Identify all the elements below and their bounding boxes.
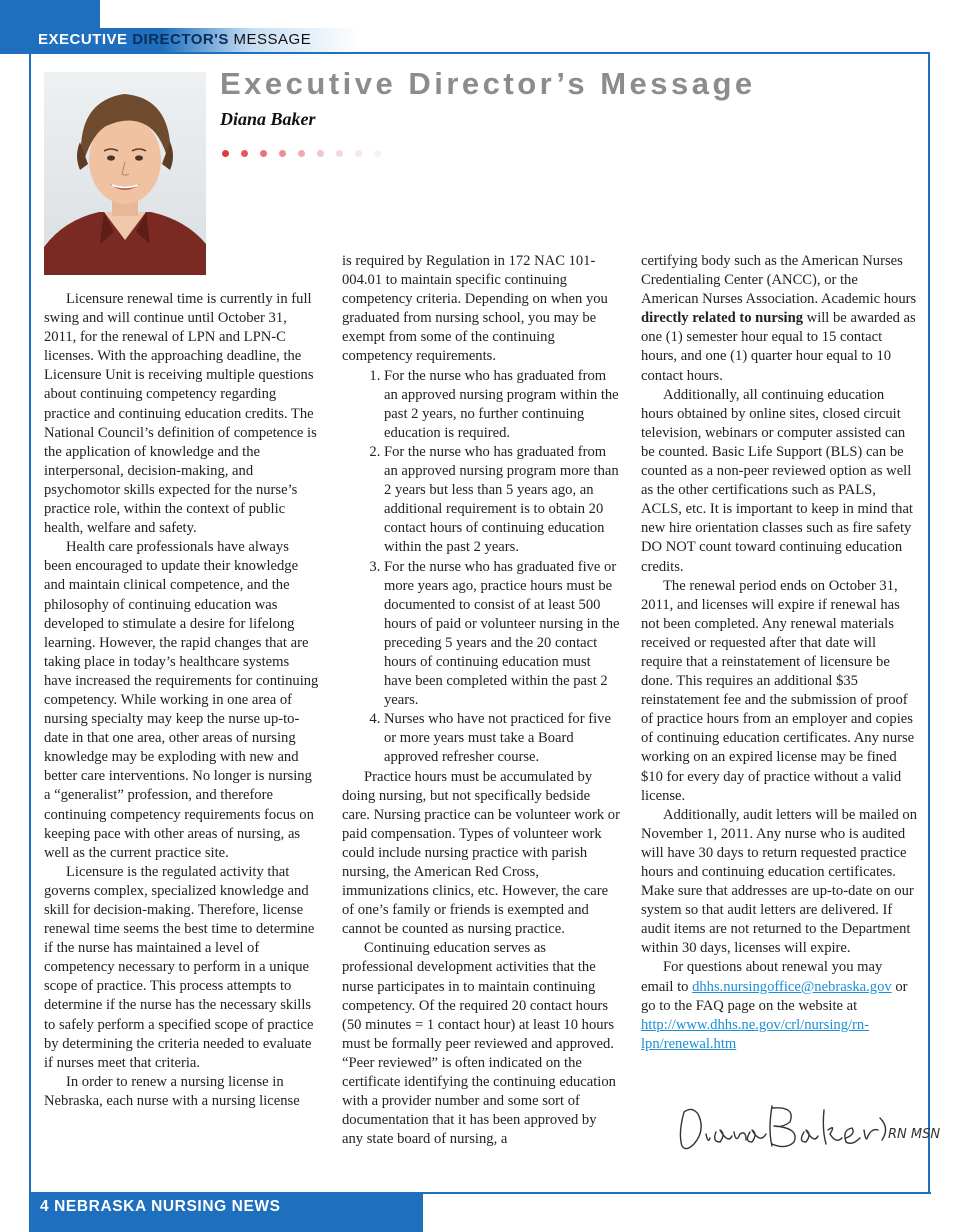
section-header: [38, 31, 311, 48]
decorative-dot: [355, 150, 362, 157]
signature: [676, 1100, 941, 1165]
paragraph: is required by Regulation in 172 NAC 101-004.01 to maintain specific continuing competency criteria. Depending on when you graduated from nursing school, you may be exempt from some of the continuing competency requirements.: [342, 253, 608, 365]
author-portrait-image: [44, 72, 206, 275]
paragraph: Licensure renewal time is currently in full swing and will continue until October 31, 2011, for the renewal of LPN and LPN-C licenses. With the approaching deadline, the Licensure Unit is receiving multiple questions about continuing competency regarding practice and continuing education credits. The National Council’s definition of competence is the application of knowledge and the interpersonal, decision-making, and psychomotor skills expected for the nurse’s practice role, within the context of public health, welfare and safety.: [44, 291, 317, 537]
decorative-dot: [317, 150, 324, 157]
decorative-dot: [374, 150, 381, 157]
footer-page-label: 4 NEBRASKA NURSING NEWS: [40, 1198, 281, 1215]
section-header-word-1: EXECUTIVE: [38, 31, 128, 48]
paragraph-text: For questions about renewal you may email to: [641, 959, 883, 995]
decorative-dot: [336, 150, 343, 157]
section-header-word-3: MESSAGE: [233, 31, 312, 48]
paragraph: In order to renew a nursing license in Nebraska, each nurse with a nursing license: [44, 1073, 300, 1109]
paragraph: Additionally, all continuing education hours obtained by online sites, closed circuit television, webinars or computer assisted can be counted. Basic Life Support (BLS) can be counted as a non-peer reviewed option as well as the other certifications such as PALS, ACLS, etc. It is important to keep in mind that new hire orientation classes such as fire safety DO NOT count toward continuing education credits.: [641, 386, 913, 575]
list-item: 2. For the nurse who has graduated from an approved nursing program more than 2 years but less than 5 years ago, an additional requirement is to obtain 20 contact hours of continuing education within the past 2 years.: [384, 443, 620, 558]
decorative-dot: [260, 150, 267, 157]
emphasis-text: directly related to nursing: [641, 310, 804, 327]
column-3: [641, 252, 917, 1054]
decorative-dot: [298, 150, 305, 157]
paragraph: Licensure is the regulated activity that governs complex, specialized knowledge and skill for decision-making. Therefore, license renewal time seems the best time to determine if the nurse has maintained a level of competency necessary to perform in a unique scope of practice. This process attempts to determine if the nurse has the necessary skills to safely perform a specified scope of practice by determining the criteria needed to evaluate if nurses meet that criteria.: [44, 863, 315, 1071]
article-author: Diana Baker: [220, 109, 316, 129]
column-1: [44, 290, 319, 1111]
paragraph: [641, 958, 917, 1053]
list-item: 1. For the nurse who has graduated from an approved nursing program within the past 2 years, no further continuing education is required.: [384, 367, 620, 443]
list-item: 4. Nurses who have not practiced for five or more years must take a Board approved refresher course.: [384, 710, 620, 767]
paragraph-text: certifying body such as the American Nurses Credentialing Center (ANCC), or the American Nurses Association. Academic hours: [641, 253, 917, 308]
paragraph: Continuing education serves as professional development activities that the nurse participates in to maintain continuing competency. Of the required 20 contact hours (50 minutes = 1 contact hour) at least 10 hours must be formally peer reviewed and approved. “Peer reviewed” is often indicated on the certificate identifying the continuing education with a provider number and some sort of documentation that it has been approved by any state board of nursing, a: [342, 940, 616, 1148]
paragraph: [641, 252, 917, 386]
section-header-word-2: DIRECTOR'S: [132, 31, 229, 48]
handwritten-signature: [676, 1100, 941, 1160]
signature-credentials: RN MSN: [888, 1127, 941, 1142]
column-2: [342, 252, 620, 1149]
paragraph-text: will be awarded as one (1) semester hour equal to 15 contact hours, and one (1) quarter hour equal to 10 contact hours.: [641, 310, 916, 384]
list-item: 3. For the nurse who has graduated five or more years ago, practice hours must be documented to consist of at least 500 hours of paid or volunteer nursing in the preceding 5 years and the 20 contact hours of continuing education must have been completed within the past 2 years.: [384, 558, 620, 711]
paragraph: Additionally, audit letters will be mailed on November 1, 2011. Any nurse who is audited will have 30 days to return requested practice hours and continuing education certificates. Make sure that addresses are up-to-date on our system so that audit letters are delivered. If audit items are not returned to the Department within 30 days, licenses will expire.: [641, 806, 917, 957]
decorative-dot: [241, 150, 248, 157]
renewal-faq-link[interactable]: http://www.dhhs.ne.gov/crl/nursing/rn-lpn/renewal.htm: [641, 1016, 870, 1052]
decorative-dot: [279, 150, 286, 157]
paragraph: Health care professionals have always been encouraged to update their knowledge and maintain clinical competence, and the philosophy of continuing education was developed to stimulate a desire for lifelong learning. However, the rapid changes that are taking place in today’s healthcare systems have increased the requirements for continuing competency. While working in one area of nursing specialty may keep the nurse up-to-date in that one area, other areas of nursing knowledge may be exploding with new and better care interventions. No longer is nursing a “generalist” profession, and therefore continuing competency requirements focus on keeping pace with other areas of nursing, as well as the current practice site.: [44, 539, 319, 861]
article-title: Executive Director’s Message: [220, 66, 756, 101]
decorative-dot: [222, 150, 229, 157]
decorative-dots: [222, 144, 393, 162]
paragraph: The renewal period ends on October 31, 2011, and licenses will expire if renewal has not been completed. Any renewal materials received or requested after that date will require that a reinstatement of licensure be done. This requires an additional $35 reinstatement fee and the submission of proof of practice hours from an employer and copies of continuing education certificates. Any nurse working on an expired license may be fined $10 for every day of practice without a valid license.: [641, 577, 915, 804]
author-photo: [44, 72, 206, 275]
paragraph: Practice hours must be accumulated by doing nursing, but not specifically bedside care. Nursing practice can be volunteer work or paid compensation. Types of volunteer work could include nursing practice with parish nursing, the American Red Cross, immunizations clinics, etc. However, the care of one’s family or friends is exempted and cannot be counted as nursing practice.: [342, 768, 620, 938]
email-link[interactable]: dhhs.nursingoffice@nebraska.gov: [692, 978, 892, 995]
requirements-list: [342, 367, 620, 768]
paragraph-text: or go to the FAQ page on the website at: [641, 978, 908, 1014]
